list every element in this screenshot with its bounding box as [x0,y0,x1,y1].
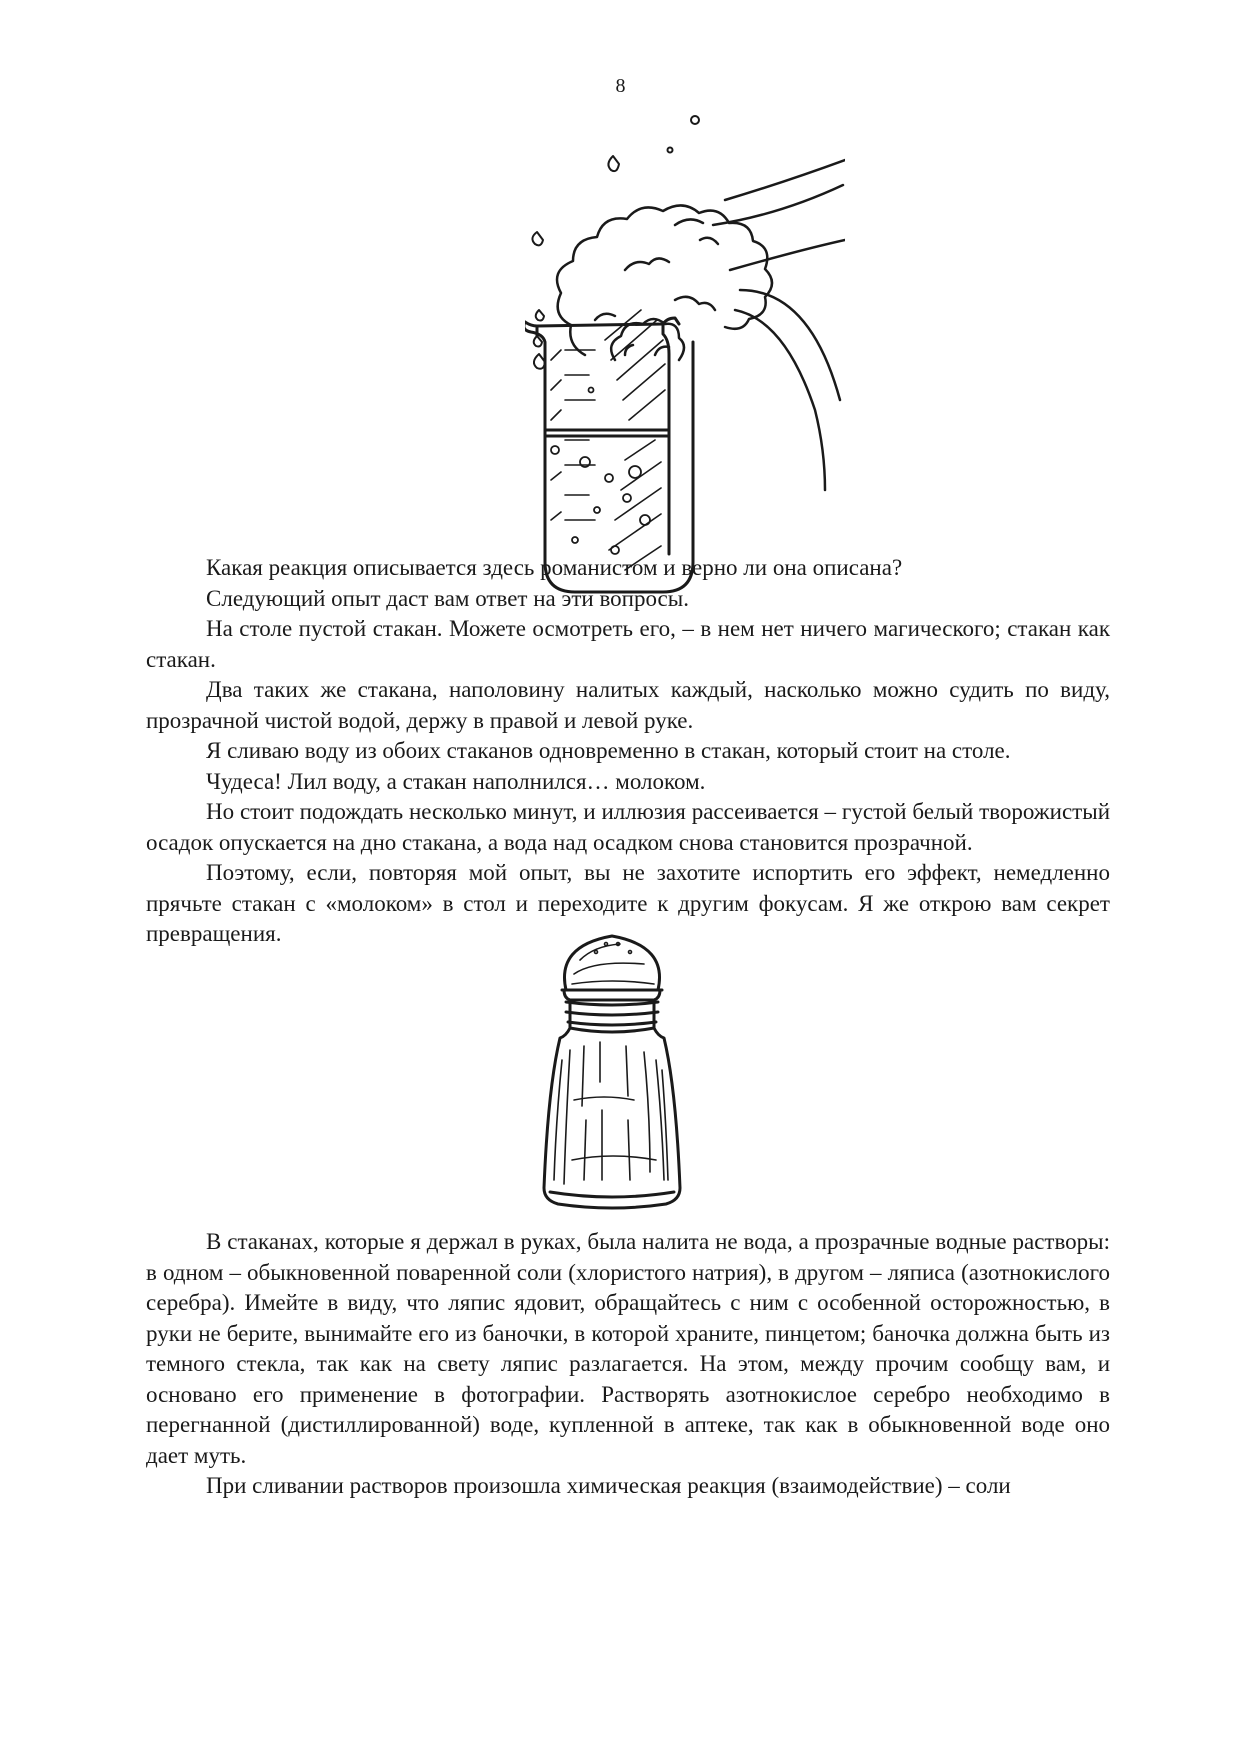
text-block-1 [146,553,1110,950]
paragraph: Я сливаю воду из обоих стаканов одновременно в стакан, который стоит на столе. [206,738,1011,763]
paragraph: Какая реакция описывается здесь романистом и верно ли она описана? [206,555,903,580]
paragraph: В стаканах, которые я держал в руках, была налита не вода, а прозрачные водные растворы: в одном – обыкновенной поваренной соли (хлористого натрия), в другом – ляписа (азотнокислого серебра). Имейте в виду, что ляпис ядовит, обращайтесь с ним с особенной осторожностью, в руки не берите, вынимайте его из баночки, в которой храните, пинцетом; баночка должна быть из темного стекла, так как на свету ляпис разлагается. На этом, между прочим сообщу вам, и основано его применение в фотографии. Растворять азотнокислое серебро необходимо в перегнанной (дистиллированной) воде, купленной в аптеке, так как в обыкновенной воде оно дает муть. [146,1229,1110,1468]
text-block-2 [146,1227,1110,1502]
page-number: 8 [615,75,626,97]
paragraph: На столе пустой стакан. Можете осмотреть его, – в нем нет ничего магического; стакан как стакан. [146,616,1110,672]
paragraph: Поэтому, если, повторяя мой опыт, вы не захотите испортить его эффект, немедленно прячьте стакан с «молоком» в стол и переходите к другим фокусам. Я же открою вам секрет превращения. [146,860,1110,946]
paragraph: Чудеса! Лил воду, а стакан наполнился… молоком. [206,768,706,794]
salt-shaker-illustration [522,930,702,1215]
paragraph: Но стоит подождать несколько минут, и иллюзия рассеивается – густой белый творожистый осадок опускается на дно стакана, а вода над осадком снова становится прозрачной. [146,799,1110,855]
paragraph: При сливании растворов произошла химическая реакция (взаимодействие) – соли [206,1473,1011,1498]
beaker-reaction-illustration [525,100,845,600]
paragraph: Два таких же стакана, наполовину налитых каждый, насколько можно судить по виду, прозрачной чистой водой, держу в правой и левой руке. [146,677,1110,733]
paragraph: Следующий опыт даст вам ответ на эти вопросы. [206,585,689,611]
